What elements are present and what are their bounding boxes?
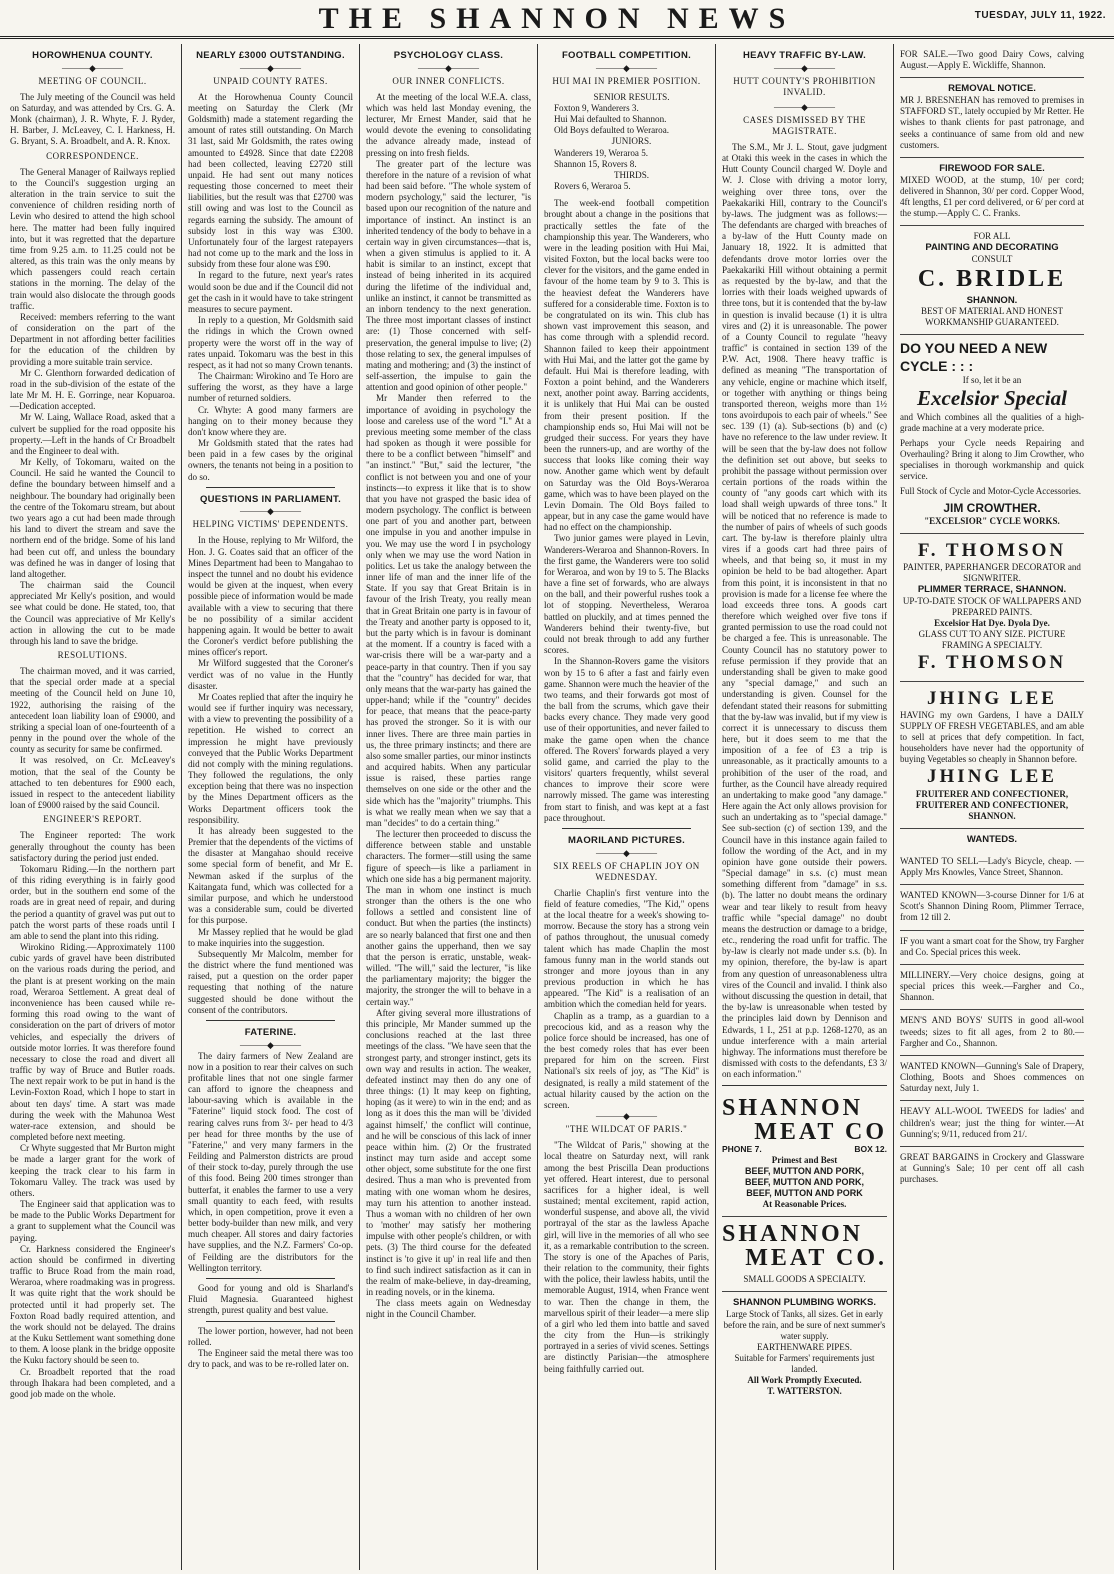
- article-subhead: UNPAID COUNTY RATES.: [213, 75, 328, 86]
- ad-line: FRUITERER AND CONFECTIONER, FRUITERER AND CONFECTIONER, SHANNON.: [915, 788, 1069, 821]
- article-headline: QUESTIONS IN PARLIAMENT.: [199, 493, 342, 505]
- issue-date: TUESDAY, JULY 11, 1922.: [974, 10, 1106, 21]
- newspaper-title: THE SHANNON NEWS: [318, 2, 796, 35]
- paragraph: Cr. Harkness considered the Engineer's action should be confirmed in diverting traffic to Bruce Road from the main road, Weraroa, where roadmaking was in progress. It was quite right that the work should be protected until it had properly set. The Foxton Road badly required attention, and the work should not be delayed. The drains at the Kuku Settlement want something done to them. A loose plank in the bridge opposite the Kuku factory should be seen to.: [10, 1243, 175, 1366]
- results-list: [554, 92, 709, 193]
- rule-ornament: ―――◆―――: [240, 506, 301, 517]
- jhing-lee-name: JHING LEE: [927, 687, 1057, 709]
- paragraph: Two junior games were played in Levin, Wanderers-Weraroa and Shannon-Rovers. In the first game, the Wanderers were too solid for Weraroa, and won by 19 to 5. The Blacks have a fine set of forwards, who are always on the ball, and their powerful rushes took a lot of stopping. Nevertheless, Weraroa battled on pluckily, and at times penned the Wanderers behind their twenty-five, but could not break through to add any further scores.: [544, 533, 709, 656]
- rule-ornament: ―――◆―――: [774, 101, 835, 112]
- column-4: [538, 44, 716, 1570]
- paragraph: At the meeting of the local W.E.A. class, which was held last Monday evening, the lecturer, Mr Ernest Mander, said that he would devote the evening to consolidating the advance already made, instead of pressing on into fresh fields.: [366, 91, 531, 158]
- thomson-name: F. THOMSON: [917, 539, 1067, 561]
- article-headline: FOOTBALL COMPETITION.: [561, 50, 692, 61]
- ad-line: PAINTER, PAPERHANGER DECORATOR and SIGNWRITER.: [903, 562, 1081, 584]
- classified-ad: [900, 1010, 1084, 1056]
- ad-line: GLASS CUT TO ANY SIZE. PICTURE FRAMING A SPECIALTY.: [918, 629, 1066, 651]
- paragraph: The Engineer said that application was to be made to the Public Works Department for a grant to supplement what the Council was paying.: [10, 1199, 175, 1243]
- paragraph: Mr Goldsmith stated that the rates had been paid in a few cases by the original owners, the tenants not being in a position to do so.: [188, 438, 353, 482]
- article-headline: HOROWHENUA COUNTY.: [32, 50, 153, 61]
- column-6: [894, 44, 1090, 1570]
- meat-ad-prices: At Reasonable Prices.: [762, 1199, 847, 1210]
- rule-ornament: ―――◆―――: [596, 62, 657, 73]
- meat-ad-title: MEAT CO.: [745, 1245, 887, 1272]
- article-headline: HEAVY TRAFFIC BY-LAW.: [742, 50, 867, 61]
- paragraph: Chaplin as a tramp, as a guardian to a precocious kid, and as a reason why the police force should be increased, has one of the best comedy roles that has ever been prepared for him on the screen. First National's six reels of joy, as "The Kid" is designated, is really a mild statement of the actual hilarity caused by the action on the screen.: [544, 1010, 709, 1110]
- classified-ad: [900, 885, 1084, 931]
- paragraph: Mr Mander then referred to the importance of avoiding in psychology the loose and careless use of the word "I." At a previous meeting some member of the class had spoken as though it were possible for there to be a conflict between "himself" and "an instinct." "But," said the lecturer, "the conflict is not between you and one of your instincts—to express it like that is to show that you have not grasped the basic idea of modern psychology. The conflict is between one part of you and another part, between one impulse in you and another impulse in you. We may use the word I in psychology only when we may use the word Nation in politics. Let us take the analogy between the inner life of man and the inner life of the State. If you say that Great Britain is in favour of the Irish Treaty, you really mean that in Great Britain one party is in favour of the Treaty and another party is opposed to it, but the party which is in favour is dominant at the moment. If a country is faced with a war-crisis there will be a war-party and a peace-party in that country. Then if you say that the "country" has decided for war, that only means that the war-party has gained the upper-hand; while if the "country" decides for peace, that means that the peace-party has proved the stronger. So it is with our inner lives. There are three main parties in us, the three primary instincts; and there are also some smaller parties, our minor instincts and acquired habits. When any particular issue is raised, these parties range themselves on one side or the other and the side which has the "majority" triumphs. This is what we really mean when we say that a man "decides" to do a certain thing.": [366, 393, 531, 828]
- article-subhead: "THE WILDCAT OF PARIS.": [565, 1124, 688, 1135]
- result-line: Old Boys defaulted to Weraroa.: [554, 125, 670, 136]
- ad-text: WANTED TO SELL—Lady's Bicycle, cheap. — Apply Mrs Knowles, Vance Street, Shannon.: [900, 855, 1084, 877]
- divider: [562, 828, 691, 829]
- paragraph: Mr Massey replied that he would be glad to make inquiries into the suggestion.: [188, 926, 353, 948]
- article-headline: MAORILAND PICTURES.: [567, 834, 686, 846]
- result-line: Foxton 9, Wanderers 3.: [554, 102, 639, 113]
- ad-line: Excelsior Hat Dye. Dyola Dye.: [934, 618, 1050, 629]
- paragraph: Mr Coates replied that after the inquiry he would see if further inquiry was necessary, with a view to preventing the possibility of a repetition. He wished to correct an impression he might have previously conveyed that the Public Works Department did not comply with the mining regulations. They followed the regulations, the only exception being that there was no inspection by the Mines Department officers as the Works Department officers took the responsibility.: [188, 691, 353, 825]
- section-subhead: CORRESPONDENCE.: [46, 150, 139, 161]
- classified-ad: [900, 1101, 1084, 1147]
- article-subhead: HUTT COUNTY'S PROHIBITION INVALID.: [733, 75, 876, 97]
- ad-text: HAVING my own Gardens, I have a DAILY SUPPLY OF FRESH VEGETABLES, and am able to sell at prices that defy competition. In fact, householders have never had the opportunity of buying Vegetables so cheaply in Shannon before.: [900, 710, 1084, 765]
- firewood-ad: [900, 158, 1084, 226]
- divider: [206, 1321, 335, 1322]
- ad-text: WANTED KNOWN—3-course Dinner for 1/6 at Scott's Shannon Dining Room, Plimmer Terrace, from 12 till 2.: [900, 889, 1084, 923]
- divider: [206, 1020, 335, 1021]
- article-subhead: SIX REELS OF CHAPLIN JOY ON WEDNESDAY.: [553, 860, 700, 882]
- article-subhead: CASES DISMISSED BY THE MAGISTRATE.: [743, 114, 866, 136]
- results-heading: THIRDS.: [613, 169, 650, 180]
- ad-text: MIXED WOOD, at the stump, 10/ per cord; delivered in Shannon, 30/ per cord. Copper Wood, 4ft lengths, £1 per cord delivered, or 6/ per cord at the stump.—Apply C. C. Franks.: [900, 174, 1084, 219]
- paragraph: The Engineer said the metal there was too dry to pack, and was to be re-rolled later on.: [188, 1347, 353, 1370]
- classified-ad: [900, 851, 1084, 885]
- paragraph: Subsequently Mr Malcolm, member for the district where the fund mentioned was raised, put a question on the order paper requesting that nothing of the nature suggested should be done without the consent of the contributors.: [188, 948, 353, 1015]
- paragraph: It has already been suggested to the Premier that the dependents of the victims of the disaster at Mangahao should receive some special form of benefit, and Mr E. Newman asked if the surplus of the Kaitangata fund, which was collected for a similar purpose, and which he understood was a considerable sum, could be diverted for this purpose.: [188, 825, 353, 926]
- bridle-name: C. BRIDLE: [917, 266, 1067, 293]
- classified-ad: [900, 1056, 1084, 1102]
- article-subhead: HELPING VICTIMS' DEPENDENTS.: [192, 519, 349, 530]
- column-3: [360, 44, 538, 1570]
- thomson-name: F. THOMSON: [917, 652, 1067, 674]
- rule-ornament: ―――◆―――: [62, 62, 123, 73]
- plumbing-ad: [722, 1292, 887, 1403]
- paragraph: The week-end football competition brought about a change in the positions that practically settles the fate of the championship this year. The Wanderers, who were in the leading position with Hui Mai, visited Foxton, but the local backs were too clever for the visitors, and the game ended in favour of the home team by 9 to 3. This is the heaviest defeat the Wanderers have suffered for a considerable time. Foxton is to be congratulated on its win. This club has shown vast improvement this season, and has come through with a splendid record. Shannon failed to keep their appointment with Hui Mai, and the latter got the game by default. Hui Mai is therefore leading, with Foxton a point behind, and the Wanderers next, another point away. Barring accidents, it is unlikely that Hui Mai can be ousted from their present position. If the championship ends so, Hui Mai will not be grudged their success. For years they have been the runners-up, and are worthy of the success that looks like coming their way now. Another game which went by default on Saturday was the Old Boys-Weraroa game, which was to have been played on the Levin Domain. The Old Boys failed to appear, but in any case the game would have had no effect on the championship.: [544, 198, 709, 533]
- divider: [206, 487, 335, 488]
- article-subhead: HUI MAI IN PREMIER POSITION.: [552, 75, 701, 86]
- rule-ornament: ―――◆―――: [240, 62, 301, 73]
- removal-notice-ad: [900, 78, 1084, 158]
- crowther-works: "EXCELSIOR" CYCLE WORKS.: [924, 515, 1060, 526]
- paragraph: The class meets again on Wednesday night in the Council Chamber.: [366, 1298, 531, 1320]
- ad-line: UP-TO-DATE STOCK OF WALLPAPERS AND PREPARED PAINTS.: [902, 596, 1082, 618]
- paragraph: It was resolved, on Cr. McLeavey's motion, that the seal of the County be attached to ten debentures for £900 each, issued in respect to the antecedent liability loan of £9000 raised by the said Council.: [10, 755, 175, 811]
- columns: [4, 44, 1110, 1570]
- plumbing-ad-name: T. WATTERSTON.: [767, 1386, 842, 1397]
- paragraph: In the House, replying to Mr Wilford, the Hon. J. G. Coates said that an officer of the Mines Department had been to Mangahao to inspect the tunnel and no doubt his evidence would be given at the inquest, when every possible piece of information would be made available with a view to securing that there be no possibility of a similar accident happening again. It would be better to await the Coroner's verdict before publishing the mines officer's report.: [188, 535, 353, 658]
- paragraph: Cr Whyte suggested that Mr Burton might be made a larger grant for the work of keeping the track clear to his farm in Tokomaru Valley. The track was used by others.: [10, 1143, 175, 1198]
- shannon-meat-ad: [722, 1091, 887, 1217]
- plumbing-ad-title: SHANNON PLUMBING WORKS.: [732, 1297, 877, 1309]
- paragraph: At the Horowhenua County Council meeting on Saturday the Clerk (Mr Goldsmith) made a statement regarding the amount of rates still outstanding. On March 31 last, said Mr Goldsmith, the rates owing amounted to £4928. Since that date £2208 had been collected, leaving £2720 still unpaid. He had sent out many notices requesting those concerned to meet their liabilities, but the result was that £2700 was still owing and was lost to the Council as regards earning the subsidy. The amount of subsidy lost in this way was £300. Unfortunately four of the largest ratepayers had not come up to the mark and the loss in subsidy from these four alone was £90.: [188, 91, 353, 270]
- ad-text: IF you want a smart coat for the Show, try Fargher and Co. Special prices this week.: [900, 935, 1084, 957]
- article-subhead: MEETING OF COUNCIL.: [38, 75, 147, 86]
- ad-line: If so, let it be an: [962, 374, 1022, 385]
- ad-text: MEN'S AND BOYS' SUITS in good all-wool tweeds; sizes to fit all ages, from 2 to 80.—Fargher and Co., Shannon.: [900, 1015, 1084, 1048]
- paragraph: The chairman said the Council appreciated Mr Kelly's position, and would see what could be done. He stated, too, that the Council was appreciative of Mr Kelly's action in allowing the cut to be made through his land to save the bridge.: [10, 580, 175, 646]
- paragraph: The S.M., Mr J. L. Stout, gave judgment at Otaki this week in the cases in which the Hutt County Council charged W. Doyle and W. J. Close with driving a motor lorry, weighing over three tons, over the Paekakariki Hill, contrary to the Council's by-laws. The judgment was as follows:—The defendants are charged with breaches of a by-law of the Hutt County made on January 18, 1922. It is admitted that defendants drove motor lorries over the Paekakariki Hill without obtaining a permit as requested by the by-law, and that the lorries with their loads weighed upwards of three tons, but it is contended that the by-law in question is invalid because (1) it is ultra vires and (2) it is unreasonable. The power of a County Council to regulate "heavy traffic" is contained in section 139 of the P.W. Act, 1908. There heavy traffic is defined as meaning "The transportation of any vehicle, engine or machine which itself, or together with anything or things being transported thereon, weighs more than 1½ tons avoirdupois to each pair of wheels." See sec. 139 (1) (a). Sub-sections (b) and (c) have no reference to the law under review. It will be seen that the by-law does not follow the definition set out above, but seeks to prohibit the passage without permission over certain portions of the roads within the county of "any goods cart which with its load shall weigh upwards of three tons." It will be noticed that no reference is made to the number of pairs of wheels of such goods cart. The by-law is therefore plainly ultra vires if a goods cart had three pairs of wheels, and that being so, it must in my opinion be held to be bad altogether. Apart from this point, it is inconsistent in that no provision is made for a license fee where the load exceeds three tons. A goods cart therefore which weighed over five tons if granted permission to use the road could not be charged a fee. This is unreasonable. The County Council has no statutory power to refuse permission if they provide that an understanding shall be given to make good any "special damage," and such an understanding is given. Counsel for the defendant stated their reasons for submitting that the by-law was invalid, but if my view is correct it is unnecessary to discuss them here, but it does seem to me that the imposition of a fee of £3 a trip is unreasonable, as it practically amounts to a prohibition of the user of the road, and further, as the Council have already required an undertaking to make good "any damage." Here again the Act only allows provision for such an undertaking as to "special damage." See sub-section (c) of section 139, and the Council have in this instance again failed to follow the wording of the Act, and in my opinion have gone outside their powers. "Special damage" in s.s. (c) must mean something different from "damage" in s.s. (b). The latter no doubt means the ordinary wear and tear likely to result from heavy traffic while "special damage" no doubt means the destruction or damage to a bridge, etc., rendering the road unfit for traffic. The by-law is clearly not made under s.s. (b). In my opinion, therefore, the by-law is apart from any question of unreasonableness ultra vires of the Council and invalid. I think also without discussing the question in detail, that the by-law is unreasonable when tested by the principles laid down by Dennison and Edwards, 1 I., 251 at p.p. 1268-1270, as an undue interference with a main arterial highway. The informations must therefore be dismissed with costs to the defendants, £3 3/ on each information.": [722, 141, 887, 1080]
- plumbing-ad-ware: EARTHENWARE PIPES.: [757, 1342, 852, 1353]
- plumbing-ad-note: Suitable for Farmers' requirements just landed.: [734, 1353, 875, 1375]
- for-sale-ad: [900, 44, 1084, 78]
- meat-ad-line: BEEF, MUTTON AND PORK,: [744, 1165, 864, 1176]
- bridle-ad: [900, 226, 1084, 335]
- meat-ad-title: SHANNON: [722, 1095, 864, 1122]
- meat-ad-prime: Primest and Best: [771, 1154, 838, 1165]
- result-line: Rovers 6, Weraroa 5.: [554, 181, 631, 192]
- plumbing-ad-promise: All Work Promptly Executed.: [747, 1375, 862, 1386]
- ad-heading: FIREWOOD FOR SALE.: [939, 162, 1045, 174]
- article-subhead: OUR INNER CONFLICTS.: [392, 75, 505, 86]
- paragraph: Tokomaru Riding.—In the northern part of this riding everything is in fairly good order, but in the southern end some of the roads are in great need of repair, and during the period a quantity of gravel was put out to patch the worst parts of these roads until I am able to send the plant into this riding.: [10, 863, 175, 941]
- paragraph: The chairman moved, and it was carried, that the special order made at a special meeting of the Council held on June 10, 1922, authorising the raising of the antecedent loan liability loan of £9000, and striking a special loan of one-fourteenth of a penny in the pound over the whole of the county as security for same be confirmed.: [10, 666, 175, 755]
- meat-ad-title: MEAT CO: [754, 1119, 887, 1146]
- classified-ad: [900, 965, 1084, 1011]
- ad-line: SHANNON.: [966, 294, 1018, 306]
- excelsior-special: Excelsior Special: [917, 385, 1067, 410]
- cycle-ad-heading: DO YOU NEED A NEW CYCLE : : :: [900, 340, 1048, 374]
- meat-ad-title: SHANNON: [722, 1221, 864, 1248]
- paragraph: Mr C. Glenthorn forwarded dedication of road in the sub-division of the estate of the late Mr M. H. E. Gorringe, near Kopuaroa.—Dedication accepted.: [10, 367, 175, 412]
- paragraph: In reply to a question, Mr Goldsmith said the ridings in which the Crown owned property were the worst off in the way of rates unpaid. Tokomaru was the best in this respect, as it had not so many Crown tenants.: [188, 315, 353, 370]
- paragraph: "The Wildcat of Paris," showing at the local theatre on Saturday next, will rank among the best Priscilla Dean productions yet offered. Heart interest, due to personal sacrifices for a higher ideal, is well sustained; mental excitement, rapid action, wonderful suspense, and above all, the vivid portrayal of the star as the lawless Apache girl, will live in the memories of all who see it, as a remarkable contribution to the screen. The story is one of the Apaches of Paris, their relation to the community, their fights with the police, their lawless habits, until the memorable August, 1914, when France went to war. Then the change in them, the marvellous spirit of their leader—a mere slip of a girl who led them into battle and saved the city from the Hun—is strikingly portrayed in a series of vivid scenes. Settings are distinctly Parisian—the atmosphere being faithfully carried out.: [544, 1140, 709, 1374]
- meat-ad-line: BEEF, MUTTON AND PORK: [746, 1188, 863, 1198]
- ad-text: Perhaps your Cycle needs Repairing and Overhauling? Bring it along to Jim Crowther, who specialises in thorough workmanship and quick service.: [900, 437, 1084, 481]
- ad-text: HEAVY ALL-WOOL TWEEDS for ladies' and children's wear; just the thing for winter.—At Gunning's; 9/11, reduced from 21/.: [900, 1106, 1084, 1139]
- paragraph: Good for young and old is Sharland's Fluid Magnesia. Guaranteed highest strength, purest quality and best value.: [188, 1282, 353, 1316]
- paragraph: In the Shannon-Rovers game the visitors won by 15 to 6 after a fast and fairly even game. Shannon were much the heavier of the two teams, and their forwards got most of the ball from the scrums, which gave their backs every chance. They made very good use of their opportunities, and never failed to make the game open when the chance offered. The Rovers' forwards played a very solid game, and carried the play to the visitors' quarters frequently, whilst several chances to improve their score were narrowly missed. The game was interesting from start to finish, and was kept at a fast pace throughout.: [544, 656, 709, 823]
- ad-line: CONSULT: [971, 253, 1013, 264]
- ad-heading: PAINTING AND DECORATING: [925, 242, 1059, 254]
- paragraph: The Engineer reported: The work generally throughout the county has been satisfactory during the period just ended.: [10, 830, 175, 863]
- ad-text: and Which combines all the qualities of a high-grade machine at a very moderate price.: [900, 411, 1084, 433]
- classified-ad: [900, 1147, 1084, 1192]
- paragraph: Received: members referring to the want of consideration on the part of the Department in not affording better facilities for the education of the children by providing a more suitable train service.: [10, 311, 175, 367]
- ad-text: Full Stock of Cycle and Motor-Cycle Accessories.: [900, 486, 1082, 497]
- column-2: [182, 44, 360, 1570]
- paragraph: The greater part of the lecture was therefore in the nature of a revision of what had been said before. "The whole system of modern psychology," said the lecturer, "is based upon our recognition of the nature and importance of instinct. An instinct is an inherited tendency of the body to behave in a certain way in given circumstances—that is, when a given stimulus is applied to it. A habit is similar to an instinct, except that instead of being inherited in its acquired during the lifetime of the individual and, unlike an instinct, it cannot be transmitted as an inborn tendency to the next generation. The three most important classes of instinct are: (1) Those concerned with self-preservation, the general impulse to live; (2) those relating to sex, the general impulses of mating and mothering; and (3) the instinct of self-assertion, the impulse to gain the attention and good opinion of other people.": [366, 158, 531, 393]
- divider: [206, 1278, 335, 1279]
- paragraph: The Chairman: Wirokino and Te Horo are suffering the worst, as they have a large number of returned soldiers.: [188, 371, 353, 404]
- ad-heading: REMOVAL NOTICE.: [948, 83, 1036, 95]
- ad-text: MR J. BRESNEHAN has removed to premises in STAFFORD ST., lately occupied by Mr Retter. He wishes to thank clients for past patronage, and seeks a continuance of same from old and new customers.: [900, 95, 1084, 150]
- article-headline: PSYCHOLOGY CLASS.: [393, 50, 504, 61]
- section-subhead: ENGINEER'S REPORT.: [43, 814, 142, 825]
- ad-line: BEST OF MATERIAL AND HONEST WORKMANSHIP GUARANTEED.: [920, 306, 1063, 328]
- paragraph: Mr W. Laing, Wallace Road, asked that a culvert be supplied for the road opposite his property.—Left in the hands of Cr Broadbelt and the Engineer to deal with.: [10, 412, 175, 456]
- crowther-name: JIM CROWTHER.: [943, 501, 1041, 516]
- ad-line: PLIMMER TERRACE, SHANNON.: [917, 584, 1067, 596]
- column-1: [4, 44, 182, 1570]
- ad-text: WANTED KNOWN—Gunning's Sale of Drapery, Clothing, Boots and Shoes commences on Saturday next, July 1.: [900, 1060, 1084, 1094]
- results-heading: SENIOR RESULTS.: [593, 91, 670, 102]
- rule-ornament: ―――◆―――: [596, 847, 657, 858]
- result-line: Hui Mai defaulted to Shannon.: [554, 114, 667, 125]
- ad-text: FOR SALE.—Two good Dairy Cows, calving August.—Apply E. Wickliffe, Shannon.: [900, 49, 1084, 71]
- plumbing-ad-body: Large Stock of Tanks, all sizes. Get in early before the rain, and be sure of next summer's water supply.: [723, 1308, 886, 1341]
- wanteds-heading: WANTEDS.: [966, 833, 1018, 845]
- paragraph: The lower portion, however, had not been rolled.: [188, 1325, 353, 1347]
- jhing-lee-name: JHING LEE: [927, 766, 1057, 788]
- divider: [722, 1085, 887, 1086]
- masthead: [0, 0, 1114, 39]
- results-heading: JUNIORS.: [611, 136, 652, 147]
- rule-ornament: ―――◆―――: [240, 1039, 301, 1050]
- paragraph: The dairy farmers of New Zealand are now in a position to rear their calves on such profitable lines that not one single farmer can afford to ignore the cheapness and labour-saving which is available in the "Faterine" liquid stock food. The cost of rearing calves runs from 3/- per head to 4/3 per head for three months by the use of "Faterine," and very many farmers in the Feilding and Palmerston districts are proud of their stock to-day, purely through the use of this food. Being 200 times stronger than butterfat, it enables the farmer to use a very small quantity to each feed, with results which, in open competition, prove it even a better body-builder than new milk, and very much cheaper. All stores and dairy factories have supplies, and the N.Z. Farmers' Co-op. of Feilding are the distributors for the Wellington territory.: [188, 1050, 353, 1273]
- thomson-ad: [900, 534, 1084, 682]
- rule-ornament: ―――◆―――: [774, 62, 835, 73]
- meat-ad-phone: PHONE 7.: [722, 1144, 762, 1155]
- classified-ad: [900, 931, 1084, 965]
- ad-text: GREAT BARGAINS in Crockery and Glassware at Gunning's Sale; 10 per cent off all cash purchases.: [900, 1151, 1084, 1185]
- section-subhead: RESOLUTIONS.: [57, 650, 128, 661]
- cycle-ad: [900, 335, 1084, 534]
- paragraph: Wirokino Riding.—Approximately 1100 cubic yards of gravel have been distributed on the various roads during the period, and the plant is at present working on the main road, Weraroa Settlement. A great deal of inconvenience has been caused while re-forming this road owing to the want of consideration on the part of drivers of motor vehicles, and especially the drivers of outside motor lorries. It was therefore found necessary to close the road and divert all traffic by way of Bruce and Butler roads. The next repair work to be put in hand is the Levin-Foxton Road, which I hope to start in about ten days' time. A start was made during the week with the Mahunoa West water-race extension, and should be completed before next meeting.: [10, 942, 175, 1143]
- paragraph: The lecturer then proceeded to discuss the difference between stable and unstable characters. The former—still using the same figure of speech—is like a parliament in which one side has a big permanent majority. The man in whom one instinct is much stronger than the others is the one who follows a settled and consistent line of conduct. But when the parties (the instincts) are so nearly balanced that first one and then another gains the upperhand, then we say that the person is erratic, unstable, weak-willed. "The will," said the lecturer, "is like the parliamentary majority; the bigger the majority, the stronger the will to behave in a certain way.": [366, 829, 531, 1007]
- ad-text: MILLINERY.—Very choice designs, going at special prices this week.—Fargher and Co., Shannon.: [900, 969, 1084, 1003]
- result-line: Wanderers 19, Weraroa 5.: [554, 147, 649, 158]
- paragraph: Cr. Broadbelt reported that the road through Ihakara had been completed, and a good job made on the whole.: [10, 1366, 175, 1399]
- paragraph: In regard to the future, next year's rates would soon be due and if the Council did not get the cash in it would have to take stringent measures to secure payment.: [188, 270, 353, 314]
- article-headline: FATERINE.: [244, 1026, 297, 1038]
- paragraph: The July meeting of the Council was held on Saturday, and was attended by Crs. G. A. Monk (chairman), J. R. Whyte, F. J. Ryder, H. Barber, J. McLeavey, C. I. Harkness, H. G. Bryant, S. A. Broadbelt, and A. R. Knox.: [10, 91, 175, 147]
- ad-line: FOR ALL: [973, 231, 1011, 242]
- paragraph: The General Manager of Railways replied to the Council's suggestion urging an alteration in the train service to suit the convenience of children residing north of Levin who desired to attend the high school here. The matter had been fully inquired into, but it was regretted that the departure time from 9.25 a.m. to 11.25 could not be altered, as this train was the only means by which passengers could reach certain stations in the morning. The delay of the train would also dislocate the through goods traffic.: [10, 166, 175, 311]
- paragraph: After giving several more illustrations of this principle, Mr Mander summed up the conclusions reached at the last three meetings of the class. "We have seen that the strongest party, and stronger instinct, gets its own way and results in action. The weaker, defeated instinct may then do any one of three things: (1) It may keep on fighting, hoping (as it were) to win in the end; and as long as it does this the man will be 'divided against himself,' the conflict will continue, and he will be conscious of this lack of inner peace within him. (2) Or the frustrated instinct may turn aside and accept some other object, some substitute for the one first desired. Thus a man who is prevented from mating with one woman whom he desires, may turn his attention to another instead. Thus a woman with no children of her own to 'mother' may satisfy her mothering impulse with other people's children, or with pets. (3) The third course for the defeated instinct is 'to give it up' in real life and then to find such indirect satisfaction as it can in the realm of make-believe, in day-dreaming, in reading novels, or in the kinema.: [366, 1007, 531, 1298]
- result-line: Shannon 15, Rovers 8.: [554, 158, 637, 169]
- paragraph: Mr Kelly, of Tokomaru, waited on the Council. He said he wanted the Council to define the boundary between himself and a neighbour. The boundary had originally been the centre of the Tokomaru stream, but about two years ago a cut had been made through his land to divert the stream and save the northern end of the bridge. Some of his land had been cut off, and unless the boundary was defined he was in danger of losing that land altogether.: [10, 457, 175, 579]
- paragraph: Cr. Whyte: A good many farmers are hanging on to their money because they don't know where they are.: [188, 404, 353, 437]
- shannon-meat-ad-2: [722, 1217, 887, 1292]
- meat-ad-tagline: SMALL GOODS A SPECIALTY.: [743, 1274, 866, 1285]
- rule-ornament: ―――◆―――: [596, 1111, 657, 1122]
- rule-ornament: ―――◆―――: [418, 62, 479, 73]
- jhing-lee-ad: [900, 682, 1084, 829]
- meat-ad-box: BOX 12.: [854, 1144, 887, 1155]
- column-5: [716, 44, 894, 1570]
- meat-ad-contact: [722, 1144, 887, 1154]
- article-headline: NEARLY £3000 OUTSTANDING.: [196, 50, 345, 61]
- paragraph: Charlie Chaplin's first venture into the field of feature comedies, "The Kid," opens at the local theatre for a week's showing to-morrow. Because the story has a strong vein of pathos throughout, the unusual comedy talent which has made Chaplin the most famous funny man in the world stands out stronger and more joyous than in any previous production in which he has appeared. "The Kid" is a realisation of an ambition which the comedian held for years.: [544, 887, 709, 1010]
- paragraph: Mr Wilford suggested that the Coroner's verdict was of no value in the Huntly disaster.: [188, 658, 353, 691]
- meat-ad-line: BEEF, MUTTON AND PORK,: [744, 1176, 864, 1187]
